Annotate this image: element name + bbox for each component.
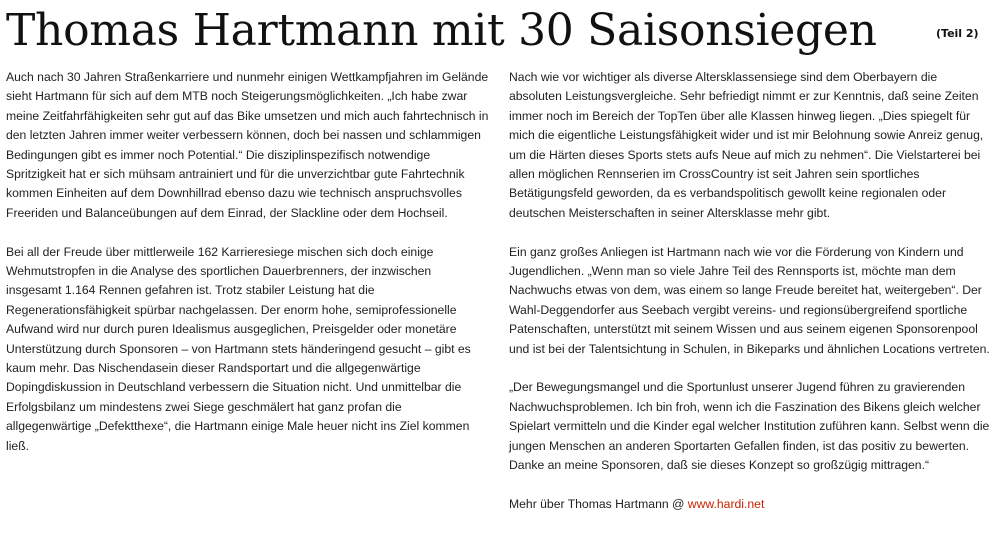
- article-header: [0, 0, 1000, 62]
- paragraph: Nach wie vor wichtiger als diverse Altersklassensiege sind dem Oberbayern die absoluten Leistungsvergleiche. Sehr befriedigt nimmt er zur Kenntnis, daß seine Zeiten immer noch im Bereich der TopTen über alle Klassen hinweg liegen. „Dies spiegelt für mich die eigentliche Leistungsfähigkeit wider und ist mir Belohnung sowie Anreiz genug, um die Härten dieses Sports stets aufs Neue auf mich zu nehmen“. Die Vielstarterei bei allen möglichen Rennserien im CrossCountry ist seit Jahren sein sportliches Betätigungsfeld geworden, da es verbandspolitisch gewollt keine regionalen oder deutschen Meisterschaften in seiner Altersklasse mehr gibt.: [509, 70, 984, 220]
- part-label: (Teil 2): [936, 27, 979, 40]
- right-column: [509, 68, 993, 534]
- paragraph: Auch nach 30 Jahren Straßenkarriere und nunmehr einigen Wettkampfjahren im Gelände sieht Hartmann für sich auf dem MTB noch Steigerungsmöglichkeiten. „Ich habe zwar meine Zeitfahrfähigkeiten sehr gut auf das Bike umsetzen und mich auch fahrtechnisch in den letzten Jahren immer weiter verbessern können, doch bei nassen und schlammigen Bedingungen gibt es immer noch Potential.“ Die disziplinspezifisch notwendige Spritzigkeit hat er sich mühsam antrainiert und für die unverzichtbar gute Fahrtechnik kommen Einheiten auf dem Downhillrad ebenso dazu wie technisch anspruchsvolles Freeriden und Balanceübungen auf dem Einrad, der Slackline oder dem Hochseil.: [6, 70, 489, 220]
- more-info-text: Mehr über Thomas Hartmann @: [509, 496, 688, 511]
- website-link[interactable]: www.hardi.net: [687, 496, 765, 511]
- paragraph: Bei all der Freude über mittlerweile 162 Karrieresiege mischen sich doch einige Wehmutstropfen in die Analyse des sportlichen Dauerbrenners, der inzwischen insgesamt 1.164 Rennen gefahren ist. Trotz stabiler Leistung hat die Regenerationsfähigkeit spürbar nachgelassen. Der enorm hohe, semiprofessionelle Aufwand wird nur durch puren Idealismus ausgeglichen, Preisgelder oder monetäre Unterstützung durch Sponsoren – von Hartmann stets händeringend gesucht – gibt es kaum mehr. Das Nischendasein dieser Randsportart und die allgegenwärtige Dopingdiskussion in Deutschland verbessern die Situation nicht. Und unmittelbar die Erfolgsbilanz um mindestens zwei Siege geschmälert hat ganz profan die allgegenwärtige „Defektthexe“, die Hartmann einige Male heuer nicht ins Ziel kommen ließ.: [6, 244, 471, 453]
- paragraph: Ein ganz großes Anliegen ist Hartmann nach wie vor die Förderung von Kindern und Jugendlichen. „Wenn man so viele Jahre Teil des Rennsports ist, möchte man dem Nachwuchs etwas von dem, was einem so lange Freude bereitet hat, weitergeben“. Der Wahl-Deggendorfer aus Seebach vergibt vereins- und regionsübergreifend sportliche Patenschaften, unterstützt mit seinem Wissen und aus seinem eigenen Sponsorenpool und ist bei der Talentsichtung in Schulen, in Bikeparks und ähnlichen Locations vertreten.: [509, 244, 990, 356]
- article-title: Thomas Hartmann mit 30 Saisonsiegen: [6, 5, 877, 56]
- more-info-line: [509, 495, 993, 514]
- left-column: [6, 68, 490, 476]
- paragraph: „Der Bewegungsmangel und die Sportunlust unserer Jugend führen zu gravierenden Nachwuchsproblemen. Ich bin froh, wenn ich die Faszination des Bikens gleich welcher Spielart vermitteln und die Kinder egal welcher Institution zuführen kann. Selbst wenn die jungen Menschen an anderen Sportarten Gefallen finden, ist das positiv zu bewerten. Danke an meine Sponsoren, daß sie dieses Konzept so großzügig mittragen.“: [509, 380, 990, 473]
